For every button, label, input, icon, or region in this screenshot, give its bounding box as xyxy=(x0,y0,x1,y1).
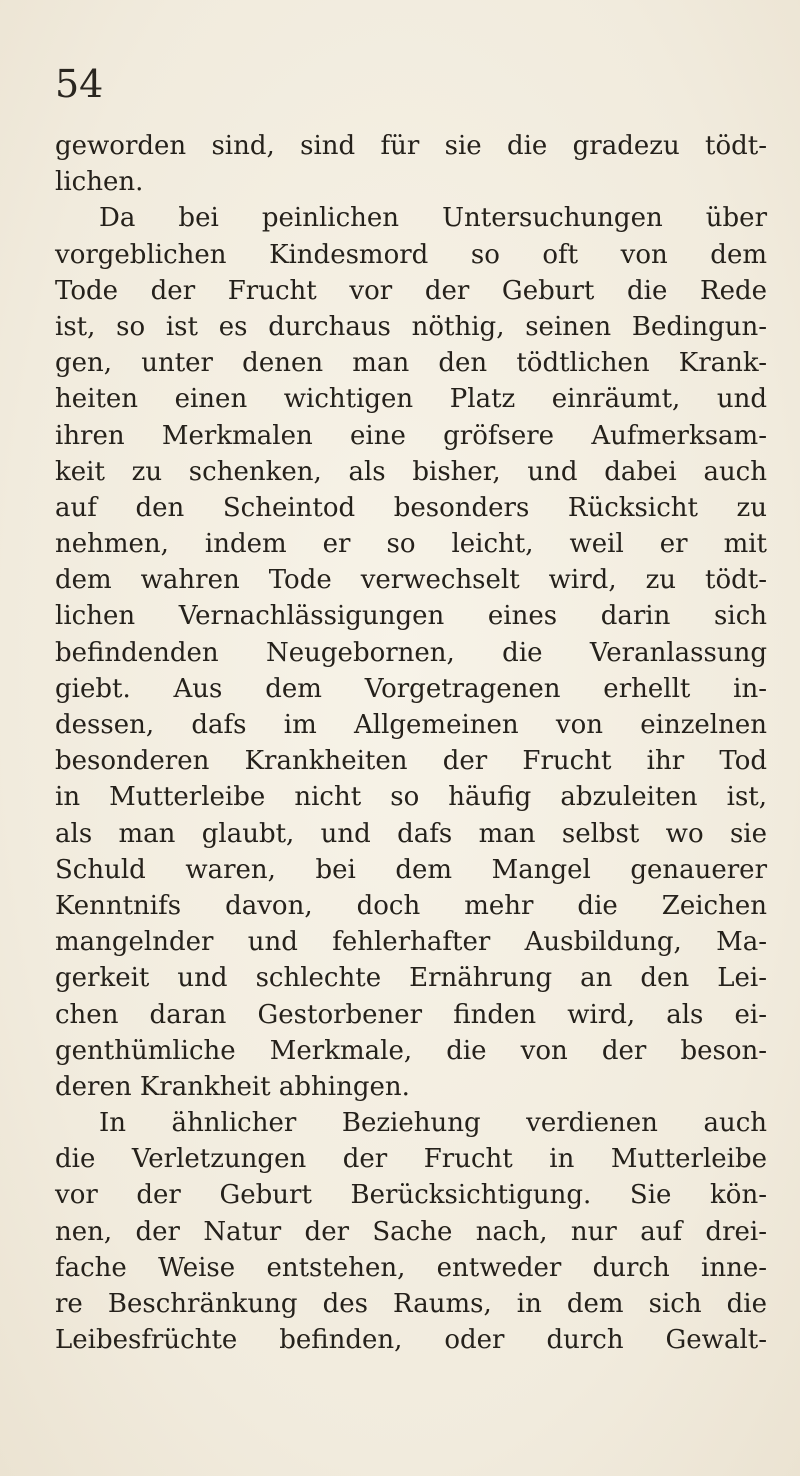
text-line: mangelnder und fehlerhafter Ausbildung, Ma- xyxy=(55,927,767,958)
text-line: besonderen Krankheiten der Frucht ihr Tod xyxy=(55,746,767,777)
body-text xyxy=(55,128,767,1358)
text-line: re Beschränkung des Raums, in dem sich die xyxy=(55,1289,767,1319)
text-line: lichen. xyxy=(55,167,144,198)
text-line: ist, so ist es durchaus nöthig, seinen Bedingun- xyxy=(55,311,767,342)
text-line: vor der Geburt Berücksichtigung. Sie kön- xyxy=(55,1180,767,1211)
text-line: in Mutterleibe nicht so häufig abzuleiten ist, xyxy=(55,782,767,813)
text-line: gerkeit und schlechte Ernährung an den Lei- xyxy=(55,963,767,994)
text-line: Kenntnifs davon, doch mehr die Zeichen xyxy=(55,890,767,921)
text-line: Leibesfrüchte befinden, oder durch Gewalt- xyxy=(55,1325,767,1356)
text-line: gen, unter denen man den tödtlichen Krank- xyxy=(55,348,767,379)
text-line: Da bei peinlichen Untersuchungen über xyxy=(99,203,767,234)
text-line: chen daran Gestorbener finden wird, als ei- xyxy=(55,999,767,1030)
text-line: vorgeblichen Kindesmord so oft von dem xyxy=(55,239,767,270)
text-line: als man glaubt, und dafs man selbst wo sie xyxy=(55,818,767,849)
text-line: fache Weise entstehen, entweder durch inne- xyxy=(55,1252,767,1283)
text-line: dessen, dafs im Allgemeinen von einzelnen xyxy=(55,710,767,740)
text-line: befindenden Neugebornen, die Veranlassung xyxy=(55,637,767,668)
text-line: In ähnlicher Beziehung verdienen auch xyxy=(99,1108,767,1139)
text-line: deren Krankheit abhingen. xyxy=(55,1071,410,1102)
text-line: Schuld waren, bei dem Mangel genauerer xyxy=(55,854,767,885)
text-line: genthümliche Merkmale, die von der beson- xyxy=(55,1035,767,1066)
text-line: die Verletzungen der Frucht in Mutterleibe xyxy=(55,1144,767,1175)
text-line: ihren Merkmalen eine gröfsere Aufmerksam- xyxy=(55,420,767,451)
text-line: keit zu schenken, als bisher, und dabei auch xyxy=(55,456,767,487)
text-line: giebt. Aus dem Vorgetragenen erhellt in- xyxy=(55,673,767,704)
text-line: Tode der Frucht vor der Geburt die Rede xyxy=(55,275,767,306)
text-line: dem wahren Tode verwechselt wird, zu tödt- xyxy=(55,565,767,596)
text-line: nehmen, indem er so leicht, weil er mit xyxy=(55,529,767,560)
text-line: heiten einen wichtigen Platz einräumt, und xyxy=(55,384,767,415)
text-line: auf den Scheintod besonders Rücksicht zu xyxy=(55,492,767,523)
page-number: 54 xyxy=(55,62,104,106)
text-line: lichen Vernachlässigungen eines darin sich xyxy=(55,601,767,632)
text-line: nen, der Natur der Sache nach, nur auf drei- xyxy=(55,1216,767,1247)
text-line: geworden sind, sind für sie die gradezu tödt- xyxy=(55,131,767,161)
